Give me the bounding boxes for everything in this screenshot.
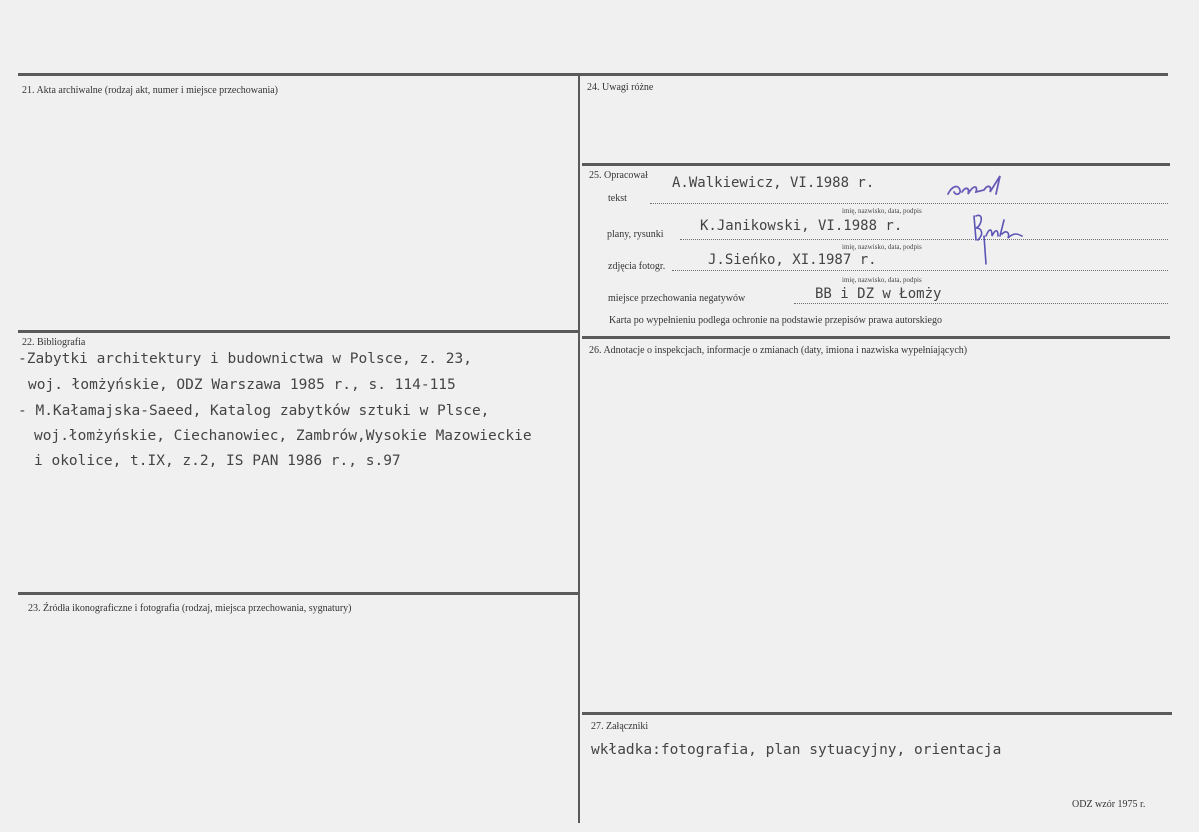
signature-walkiewicz	[944, 172, 1014, 202]
bibliography-line-1: -Zabytki architektury i budownictwa w Polsce, z. 23,	[18, 351, 472, 367]
plany-caption: imię, nazwisko, data, podpis	[842, 243, 922, 251]
section-22-label: 22. Bibliografia	[22, 337, 86, 348]
rule-24-25	[582, 163, 1170, 166]
zdjecia-value: J.Sieńko, XI.1987 r.	[708, 252, 877, 268]
plany-label: plany, rysunki	[607, 229, 664, 240]
negatywy-label: miejsce przechowania negatywów	[608, 293, 746, 304]
bibliography-line-3: - M.Kałamajska-Saeed, Katalog zabytków sztuki w Plsce,	[18, 403, 490, 419]
bibliography-line-2: woj. łomżyńskie, ODZ Warszawa 1985 r., s. 114-115	[28, 377, 456, 393]
tekst-caption: imię, nazwisko, data, podpis	[842, 207, 922, 215]
attachments-value: wkładka:fotografia, plan sytuacyjny, orientacja	[591, 742, 1002, 758]
tekst-label: tekst	[608, 193, 627, 204]
section-27-label: 27. Załączniki	[591, 721, 649, 732]
section-21-label: 21. Akta archiwalne (rodzaj akt, numer i miejsce przechowania)	[22, 85, 279, 96]
rule-21-22	[18, 330, 578, 333]
section-25-label: 25. Opracował	[589, 170, 648, 181]
rule-26-27	[582, 712, 1172, 715]
form-identifier: ODZ wzór 1975 r.	[1072, 799, 1146, 810]
tekst-value: A.Walkiewicz, VI.1988 r.	[672, 175, 875, 191]
plany-line	[680, 239, 1168, 240]
section-23-label: 23. Źródła ikonograficzne i fotografia (rodzaj, miejsca przechowania, sygnatury)	[28, 603, 352, 614]
plany-value: K.Janikowski, VI.1988 r.	[700, 218, 903, 234]
signature-janikowski	[966, 206, 1046, 266]
bibliography-line-5: i okolice, t.IX, z.2, IS PAN 1986 r., s.97	[34, 453, 401, 469]
rule-25-26	[582, 336, 1170, 339]
bibliography-line-4: woj.łomżyńskie, Ciechanowiec, Zambrów,Wysokie Mazowieckie	[34, 428, 532, 444]
copyright-note: Karta po wypełnieniu podlega ochronie na podstawie przepisów prawa autorskiego	[609, 315, 942, 326]
negatywy-line	[794, 303, 1168, 304]
zdjecia-caption: imię, nazwisko, data, podpis	[842, 276, 922, 284]
top-rule	[18, 73, 1168, 76]
section-26-label: 26. Adnotacje o inspekcjach, informacje o zmianach (daty, imiona i nazwiska wypełniających)	[589, 345, 968, 356]
section-24-label: 24. Uwagi różne	[587, 82, 654, 93]
zdjecia-line	[672, 270, 1168, 271]
rule-22-23	[18, 592, 578, 595]
center-divider	[578, 73, 580, 823]
tekst-line	[650, 203, 1168, 204]
negatywy-value: BB i DZ w Łomży	[815, 286, 942, 302]
zdjecia-label: zdjęcia fotogr.	[608, 261, 666, 272]
